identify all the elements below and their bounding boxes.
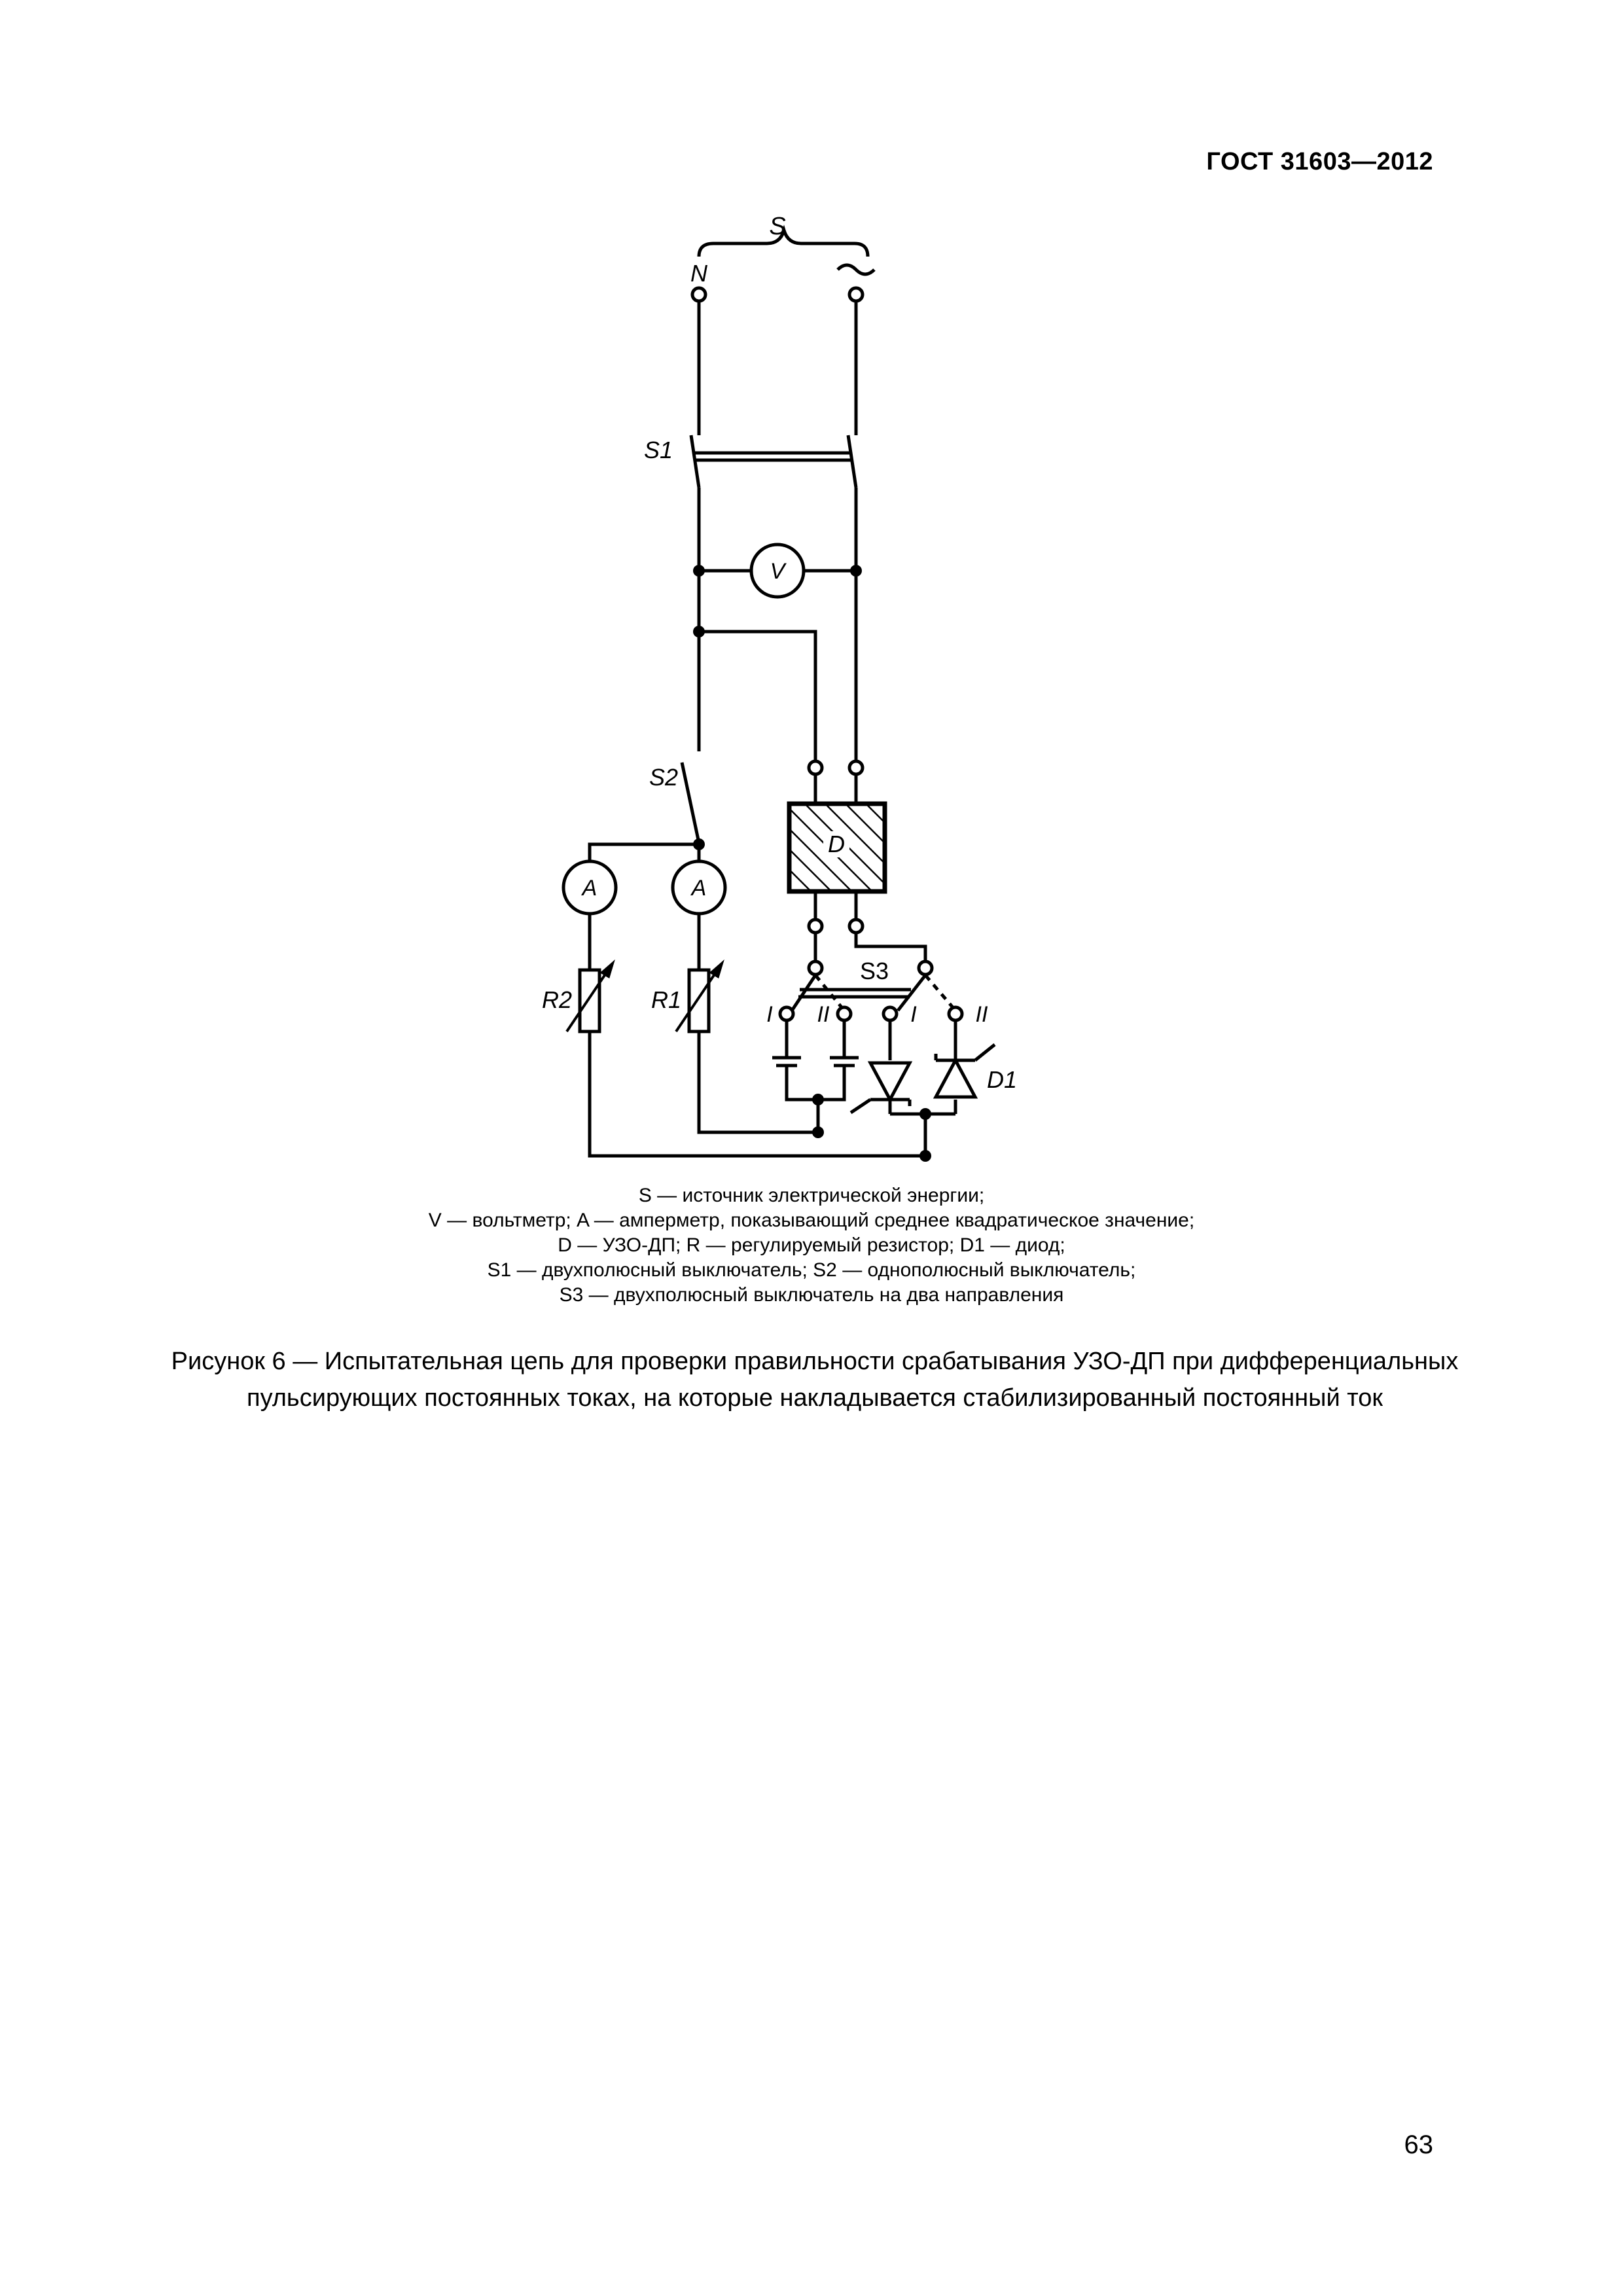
label-diode: D1 [987, 1066, 1018, 1093]
label-device: D [828, 831, 845, 857]
legend-line: S1 — двухполюсный выключатель; S2 — однополюсный выключатель; [487, 1259, 1136, 1281]
s2-blade [682, 762, 699, 843]
resistor-r2 [580, 970, 599, 1031]
s3-blade-left [792, 975, 815, 1011]
resistor-r1 [689, 970, 709, 1031]
label-s1: S1 [643, 437, 673, 463]
legend-line: S — источник электрической энергии; [638, 1185, 985, 1206]
diode-left [870, 1063, 910, 1100]
label-neutral: N [690, 260, 707, 287]
label-ammeter-left: A [582, 876, 597, 901]
diode-right [936, 1060, 975, 1097]
label-r1: R1 [651, 986, 681, 1013]
figure-caption [137, 1343, 1492, 1416]
label-pos-right-ii: II [975, 1002, 988, 1027]
figure-legend [0, 1183, 1623, 1308]
label-source: S [769, 213, 786, 240]
ac-symbol [838, 265, 874, 274]
label-pos-left-ii: II [817, 1002, 830, 1027]
label-ammeter-right: A [691, 876, 707, 901]
terminal-n [692, 288, 705, 301]
caption-line-1: Рисунок 6 — Испытательная цепь для проверки правильности срабатывания УЗО-ДП при дифференциальных [171, 1348, 1459, 1375]
label-s2: S2 [649, 764, 678, 791]
page-number: 63 [1404, 2130, 1433, 2159]
caption-line-2: пульсирующих постоянных токах, на которые накладывается стабилизированный постоянный ток [247, 1384, 1383, 1412]
label-r2: R2 [541, 986, 572, 1013]
label-pos-left-i: I [766, 1002, 773, 1027]
label-voltmeter: V [770, 559, 785, 584]
legend-line: S3 — двухполюсный выключатель на два направления [559, 1284, 1064, 1306]
legend-line: V — вольтметр; A — амперметр, показывающий среднее квадратическое значение; [428, 1210, 1195, 1231]
legend-line: D — УЗО-ДП; R — регулируемый резистор; D1 — диод; [558, 1234, 1065, 1256]
label-s3: S3 [859, 958, 889, 984]
terminal-ac [849, 288, 863, 301]
label-pos-right-i: I [910, 1002, 917, 1027]
document-code: ГОСТ 31603—2012 [1206, 148, 1433, 175]
